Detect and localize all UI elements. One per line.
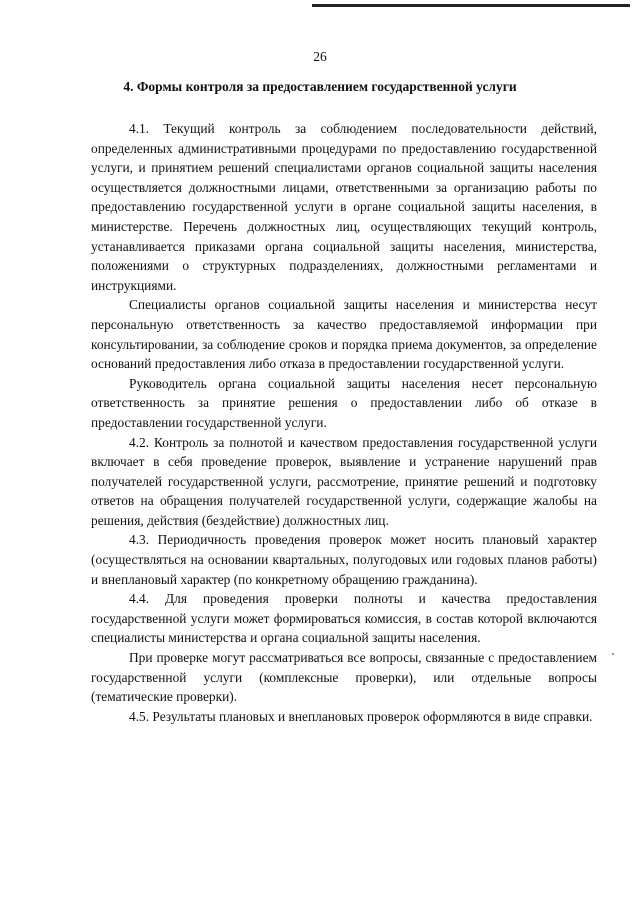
- top-scan-rule: [312, 4, 630, 7]
- paragraph-inspection-scope: При проверке могут рассматриваться все вопросы, связанные с предоставлением государственной услуги (комплексные проверки), или отдельные вопросы (тематические проверки).: [91, 650, 597, 705]
- page-number: 26: [313, 49, 327, 64]
- paragraph-4-5: 4.5. Результаты плановых и внеплановых проверок оформляются в виде справки.: [129, 708, 593, 724]
- paragraph-4-3: 4.3. Периодичность проведения проверок может носить плановый характер (осуществляться на основании квартальных, полугодовых или годовых планов работы) и внеплановый характер (по конкретному обращению гражданина).: [91, 532, 597, 587]
- scan-speck: [612, 653, 614, 655]
- paragraph-4-2: 4.2. Контроль за полнотой и качеством предоставления государственной услуги включает в себя проведение проверок, выявление и устранение нарушений прав получателей государственной услуги, рассмотрение, принятие решений и подготовку ответов на обращения получателей государственной услуги, содержащие жалобы на решения, действия (бездействие) должностных лиц.: [91, 434, 597, 528]
- paragraph-4-1: 4.1. Текущий контроль за соблюдением последовательности действий, определенных административными процедурами по предоставлению государственной услуги, и принятием решений специалистами органов социальной защиты населения осуществляется должностными лицами, ответственными за организацию работы по предоставлению государственной услуги в органе социальной защиты населения, в министерстве. Перечень должностных лиц, осуществляющих текущий контроль, устанавливается приказами органа социальной защиты населения, министерства, положениями о структурных подразделениях, должностными регламентами и инструкциями.: [91, 121, 597, 293]
- document-body: [91, 119, 597, 726]
- paragraph-4-4: 4.4. Для проведения проверки полноты и качества предоставления государственной услуги может формироваться комиссия, в состав которой включаются специалисты министерства и органа социальной защиты населения.: [91, 591, 597, 646]
- section-heading: 4. Формы контроля за предоставлением государственной услуги: [123, 79, 517, 94]
- paragraph-head-responsibility: Руководитель органа социальной защиты населения несет персональную ответственность за принятие решения о предоставлении либо об отказе в предоставлении государственной услуги.: [91, 375, 597, 430]
- paragraph-specialists-responsibility: Специалисты органов социальной защиты населения и министерства несут персональную ответственность за качество предоставляемой информации при консультировании, за соблюдение сроков и порядка приема документов, за определение оснований предоставления либо отказа в предоставлении государственной услуги.: [91, 297, 597, 372]
